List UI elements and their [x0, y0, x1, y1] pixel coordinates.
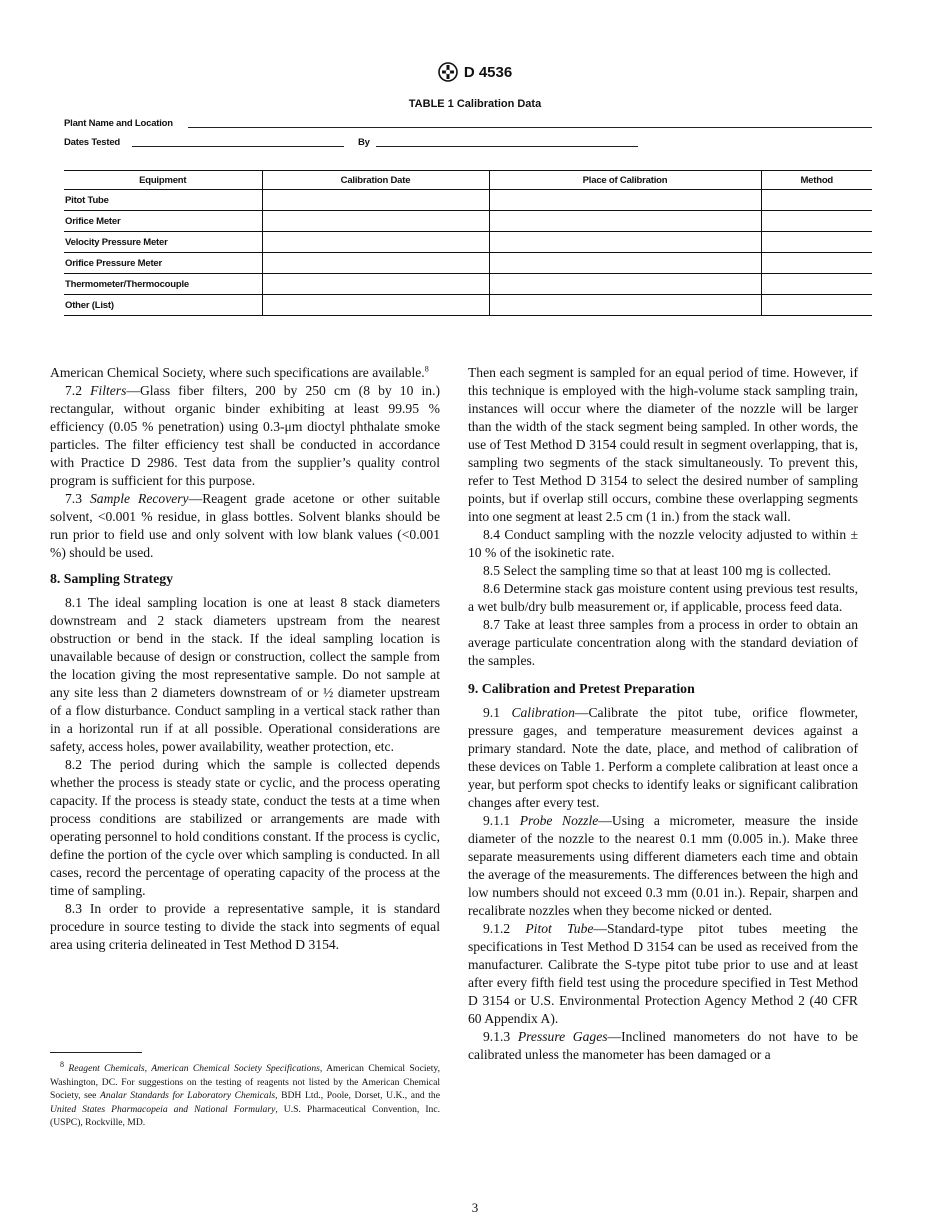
paragraph-8-7: 8.7 Take at least three samples from a process in order to obtain an average particulate concentration along with the standard deviation of the samples. [468, 617, 858, 668]
empty-cell [489, 232, 761, 253]
empty-cell [262, 190, 489, 211]
table-row [64, 253, 872, 274]
empty-cell [262, 295, 489, 316]
paragraph-8-4: 8.4 Conduct sampling with the nozzle velocity adjusted to within ± 10 % of the isokinetic rate. [468, 527, 858, 560]
page-number: 3 [471, 1200, 479, 1215]
by-field-line [376, 146, 638, 147]
empty-cell [761, 211, 872, 232]
table-row [64, 295, 872, 316]
paragraph-9-1: 9.1 Calibration—Calibrate the pitot tube, orifice flowmeter, pressure gages, and temperature measurement devices against a primary standard. Note the date, place, and method of calibration of these devices on Table 1. Perform a complete calibration at least once a year, but perform spot checks to identify leaks or significant calibration changes after every test. [468, 705, 859, 810]
empty-cell [262, 274, 489, 295]
empty-cell [761, 274, 872, 295]
table-title: TABLE 1 Calibration Data [408, 98, 542, 110]
calibration-form-fields [64, 118, 872, 158]
paragraph-8-1: 8.1 The ideal sampling location is one at least 8 stack diameters downstream and 2 stack diameters upstream from the nearest obstruction or bend in the stack. If the ideal sampling location is unavailable because of design or construction, collect the sample from the location giving the most representative sample. Do not sample at any site less than 2 diameters downstream of or ½ diameter upstream of a flow disturbance. Conduct sampling in a vertical stack rather than in a horizontal run if at all possible. Operational considerations are safety, access holes, power availability, weather protection, etc. [50, 595, 440, 754]
column-header: Place of Calibration [489, 171, 761, 190]
paragraph: American Chemical Society, where such specifications are available.$^8$ [50, 364, 429, 380]
document-header [0, 62, 950, 82]
paragraph-8-3: 8.3 In order to provide a representative sample, it is standard procedure in source testing to divide the stack into segments of equal area using criteria delineated in Test Method D 3154. [50, 901, 440, 952]
section-heading-9: 9. Calibration and Pretest Preparation [468, 681, 695, 696]
empty-cell [262, 232, 489, 253]
table-row [64, 232, 872, 253]
footnote-divider [50, 1052, 142, 1053]
empty-cell [489, 253, 761, 274]
paragraph-9-1-1: 9.1.1 Probe Nozzle—Using a micrometer, measure the inside diameter of the nozzle to the nearest 0.1 mm (0.005 in.). Make three separate measurements using different diameters each time and obtain the average of the measurements. The differences between the high and low numbers should not exceed 0.3 mm (0.01 in.). Repair, sharpen and recalibrate nozzles when they become nicked or dented. [468, 813, 858, 918]
column-header: Equipment [64, 171, 262, 190]
table-row [64, 274, 872, 295]
astm-logo-icon [438, 62, 458, 82]
equipment-cell: Other (List) [64, 295, 262, 316]
dates-label: Dates Tested [64, 137, 121, 148]
footnote-ref: 8 [424, 364, 429, 374]
table-header-row [64, 171, 872, 190]
paragraph-8-2: 8.2 The period during which the sample is collected depends whether the process is steady state or cyclic, and the process operating capacity. If the process is steady state, conduct the tests at a time when process conditions are stabilized or arrangements are made with operating personnel to hold conditions constant. If the process is cyclic, define the portion of the cycle over which sampling is conducted. In all cases, record the percentage of operating capacity of the process at the time of sampling. [50, 757, 440, 898]
equipment-cell: Velocity Pressure Meter [64, 232, 262, 253]
table-row [64, 211, 872, 232]
paragraph: Then each segment is sampled for an equal period of time. However, if this technique is employed with the high-volume stack sampling train, instances will occur where the diameter of the nozzle will be larger than the width of the stack segment being sampled. In other words, the use of Test Method D 3154 could result in segment overlapping, that is, sampling two segments of the stack simultaneously. To prevent this, refer to Test Method D 3154 to select the desired number of sampling points, but if overlap still occurs, combine these overlapping segments into one segment at least 2.5 cm (1 in.) from the stack wall. [468, 365, 858, 524]
section-heading-8: 8. Sampling Strategy [50, 571, 174, 586]
empty-cell [761, 232, 872, 253]
left-column [50, 364, 440, 954]
document-designation: D 4536 [463, 63, 513, 81]
equipment-cell: Pitot Tube [64, 190, 262, 211]
empty-cell [761, 295, 872, 316]
empty-cell [262, 253, 489, 274]
plant-field-line [188, 127, 872, 128]
plant-label: Plant Name and Location [64, 118, 173, 129]
footnote-mark: 8 [60, 1059, 64, 1069]
paragraph-7-2: 7.2 Filters—Glass fiber filters, 200 by 250 cm (8 by 10 in.) rectangular, without organic binder exhibiting at least 99.95 % efficiency (0.05 % penetration) using 0.3-μm dioctyl phthalate smoke particles. The filter efficiency test shall be conducted in accordance with Practice D 2986. Test data from the supplier’s quality control program is sufficient for this purpose. [50, 383, 441, 488]
dates-field-line [132, 146, 344, 147]
empty-cell [489, 274, 761, 295]
right-column [468, 364, 858, 1064]
calibration-table [64, 170, 872, 316]
equipment-cell: Thermometer/Thermocouple [64, 274, 262, 295]
empty-cell [262, 211, 489, 232]
column-header: Calibration Date [262, 171, 489, 190]
equipment-cell: Orifice Meter [64, 211, 262, 232]
paragraph-7-3: 7.3 Sample Recovery—Reagent grade acetone or other suitable solvent, <0.001 % residue, in glass bottles. Solvent blanks should be run prior to field use and only solvent with low blank values (<0.001 %) should be used. [50, 491, 440, 560]
empty-cell [761, 190, 872, 211]
paragraph-8-5: 8.5 Select the sampling time so that at least 100 mg is collected. [483, 563, 832, 578]
paragraph-9-1-3: 9.1.3 Pressure Gages—Inclined manometers do not have to be calibrated unless the manometer has been damaged or a [468, 1029, 858, 1062]
column-header: Method [761, 171, 872, 190]
empty-cell [489, 190, 761, 211]
table-row [64, 190, 872, 211]
paragraph-9-1-2: 9.1.2 Pitot Tube—Standard-type pitot tubes meeting the specifications in Test Method D 3154 can be used as received from the manufacturer. Calibrate the S-type pitot tube prior to use and at least after every fifth field test using the procedure specified in Test Method D 3154 or U.S. Environmental Protection Agency Method 2 (40 CFR 60 Appendix A). [468, 921, 858, 1026]
empty-cell [761, 253, 872, 274]
empty-cell [489, 295, 761, 316]
by-label: By [358, 137, 370, 148]
paragraph-8-6: 8.6 Determine stack gas moisture content using previous test results, a wet bulb/dry bulb measurement or, if applicable, process feed data. [468, 581, 858, 614]
equipment-cell: Orifice Pressure Meter [64, 253, 262, 274]
footnote: $^8$ Reagent Chemicals, American Chemical Society Specifications, American Chemical Society, Washington, DC. For suggestions on the testing of reagents not listed by the American Chemical Society, see Analar Standards for Laboratory Chemicals, BDH Ltd., Poole, Dorset, U.K., and the United States Pharmacopeia and National Formulary, U.S. Pharmaceutical Convention, Inc. (USPC), Rockville, MD. [50, 1059, 440, 1129]
empty-cell [489, 211, 761, 232]
